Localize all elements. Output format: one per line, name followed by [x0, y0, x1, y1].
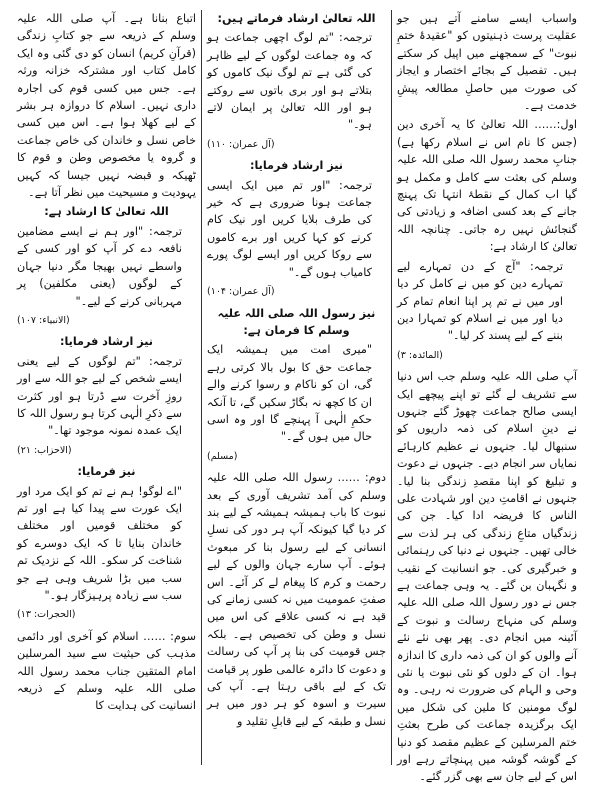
section-heading: نیز ارشاد فرمایا: — [249, 159, 344, 173]
body-paragraph: سوم: …… اسلام کو آخری اور دائمی مذہب کی حیثیت سے سید المرسلین امام المتقین جناب محمد رسول اللہ صلی اللہ علیہ وسلم کے ذریعہ انسانیت کی ہدایت کا — [17, 629, 196, 713]
section-heading: اللہ تعالیٰ کا ارشاد ہے: — [44, 205, 169, 219]
body-paragraph: اول:…… اللہ تعالیٰ کا یہ آخری دین (جس کا نام اس نے اسلام رکھا ہے) جنابِ محمد رسول اللہ صلی اللہ علیہ وسلم کی بعثت سے کامل و مکمل ہو گیا اب کمال کے نقطۂ انتہا تک پہنچ جانے کے بعد کسی اضافہ و زیادتی کی گنجائش نہیں رہ جاتی۔ چنانچہ اللہ تعالیٰ کا ارشاد ہے: — [397, 118, 577, 254]
body-paragraph: دوم: …… رسول اللہ صلی اللہ علیہ وسلم کی آمد تشریف آوری کے بعد نبوت کا باب ہمیشہ ہمیشہ کے لیے بند کر دیا گیا کیونکہ آپ ہر دور کی نسلِ انسانی کے لیے رسول بنا کر مبعوث ہوئے۔ آپ سارے جہان والوں کے لیے رحمت و کرم کا پیغام لے کر آئے۔ اس صفتِ عمومیت میں نہ کسی زمانے کی قید ہے نہ کسی علاقے کی اس میں نسل و وطن کی تخصیص ہے۔ بلکہ جس قومیت کی بنا پر آپ کی رسالت و دعوت کا دائرہ عالمی طور پر قیامت تک کے لیے باقی رہتا ہے۔ آپ کی سیرت و اسوہ کو ہر دور میں ہر نسل و طبقہ کے لیے قابلِ تقلید و — [207, 471, 386, 728]
quoted-translation: ترجمہ: "اور تم میں ایک ایسی جماعت ہونا ضروری ہے کہ خیر کی طرف بلایا کریں اور نیک کام کرنے کو کہا کریں اور برے کاموں سے روکا کریں اور ایسے لوگ پورے کامیاب ہوں گے۔" — [207, 178, 372, 279]
quoted-translation: ترجمہ: "تم لوگوں کے لیے یعنی ایسے شخص کے لیے جو اللہ سے اور روزِ آخرت سے ڈرتا ہو اور کثرت سے ذکرِ الٰہی کرتا ہو رسول اللہ کا ایک عمدہ نمونہ موجود تھا۔" — [17, 354, 182, 438]
citation-reference: (آل عمران: ۱۱۰) — [207, 138, 275, 150]
quoted-translation: "اے لوگو! ہم نے تم کو ایک مرد اور ایک عورت سے پیدا کیا ہے اور تم کو مختلف قومیں اور مختلف خاندان بنایا تا کہ ایک دوسرے کو شناخت کر سکو۔ اللہ کے نزدیک تم سب میں بڑا شریف وہی ہے جو سب سے زیادہ پرہیزگار ہو۔" — [17, 484, 182, 602]
quoted-translation: "میری امت میں ہمیشہ ایک جماعت حق کا بول بالا کرتی رہے گی، ان کو ناکام و رسوا کرنے والے ان کا کچھ نہ بگاڑ سکیں گے، تا آنکہ حکمِ الٰہی آ پہنچے گا اور وہ اسی حال میں ہوں گے۔" — [207, 343, 372, 444]
column-left — [12, 10, 202, 765]
quoted-translation: ترجمہ: "اور ہم نے ایسے مضامین نافعہ دے کر آپ کو اور کسی کے واسطے نہیں بھیجا مگر دنیا جہان کے لوگوں (یعنی مکلفین) پر مہربانی کرنے کے لیے۔" — [17, 224, 182, 308]
citation-reference: (الاحزاب: ۲۱) — [17, 444, 72, 456]
section-heading: نیز رسول اللہ صلی اللہ علیہ وسلم کا فرمان ہے: — [217, 306, 376, 337]
citation-reference: (الانبیاء: ۱۰۷) — [17, 314, 70, 326]
section-heading: نیز فرمایا: — [77, 465, 136, 479]
citation-reference: (مسلم) — [207, 450, 238, 462]
column-middle — [202, 10, 392, 765]
body-paragraph: آپ صلی اللہ علیہ وسلم جب اس دنیا سے تشریف لے گئے تو اپنے پیچھے ایک ایسی صالح جماعت چھوڑ گئے جنہوں نے دینِ اسلام کی ذمہ داریوں کو سنبھال لیا۔ جنہوں نے عظیم کارہائے نمایاں سر انجام دیے۔ جنہوں نے دعوت و تبلیغ کو اپنا مقصدِ زندگی بنا لیا۔ جنہوں نے اقامتِ دین اور شہادت علی الناس کا فریضہ ادا کیا۔ جن کی زندگیاں متاعِ زندگی کی ہر لذت سے خالی تھیں۔ جنہوں نے دنیا کی رہنمائی و خبرگیری کی۔ جو انسانیت کے نقیب و نگہبان بن گئے۔ یہ وہی جماعت ہے جس نے دور رسول اللہ صلی اللہ علیہ وسلم کی منہاج رسالت و نبوت کے آئینہ میں انجام دی۔ پھر بھی نئے نئے آنے والوں کو ان کی ذمہ داری کا اندازہ ہوا۔ ان کے دلوں کو نئی نبوت یا نئی وحی و الہام کی ضرورت نہ رہی۔ وہ لوگ مومنین کا ملین کی شکل میں ایک برگزیدہ جماعت کی طرح بعثتِ ختم المرسلین کے عظیم مقصد کو دنیا کے گوشہ گوشہ میں پہنچاتے رہے اور اس کے لیے جان سے بھی گزر گئے۔ — [397, 370, 577, 784]
citation-reference: (آل عمران: ۱۰۴) — [207, 286, 275, 298]
citation-reference: (المائدہ: ۳) — [397, 349, 443, 361]
section-heading: نیز ارشاد فرمایا: — [59, 335, 154, 349]
quoted-translation: ترجمہ: "آج کے دن تمہارے لیے تمہارے دین کو میں نے کامل کر دیا اور میں نے تم پر اپنا انعام تمام کر دیا اور میں نے اسلام کو تمہارا دین بننے کے لیے پسند کر لیا۔" — [397, 259, 563, 343]
body-paragraph: اتباع بنانا ہے۔ آپ صلی اللہ علیہ وسلم کے ذریعہ سے جو کتابِ زندگی (قرآنِ کریم) انسان کو دی گئی وہ ایک کامل کتاب اور مشترکہ خزانہ ورثہ ہے۔ جس میں کسی قوم کی اجارہ داری نہیں۔ اسلام کا دروازہ ہر بشر کے لیے کھلا ہوا ہے۔ اس میں کسی خاص نسل و خاندان کی خاص جماعت و گروہ یا مخصوص وطن و قوم کا ٹھیکہ و قبضہ نہیں جیسا کہ کہیں یہودیت و مسیحیت میں نظر آتا ہے۔ — [17, 12, 196, 200]
citation-reference: (الحجرات: ۱۳) — [17, 609, 76, 621]
column-right — [392, 10, 582, 784]
section-heading: اللہ تعالیٰ ارشاد فرماتے ہیں: — [217, 12, 376, 25]
body-paragraph: واسباب ایسے سامنے آتے ہیں جو عقلیت پرست ذہنیتوں کو "عقیدۂ ختمِ نبوت" کے سمجھنے میں اپیل کر سکتے ہیں۔ تفصیل کے بجائے اختصار و ایجاز کی صورت میں حاصلِ مطالعہ پیشِ خدمت ہے۔ — [397, 12, 577, 113]
quoted-translation: ترجمہ: "تم لوگ اچھی جماعت ہو کہ وہ جماعت لوگوں کے لیے ظاہر کی گئی ہے تم لوگ نیک کاموں کو بتلاتے ہو اور بری باتوں سے روکتے ہو اور اللہ تعالیٰ پر ایمان لاتے ہو۔" — [207, 31, 372, 132]
